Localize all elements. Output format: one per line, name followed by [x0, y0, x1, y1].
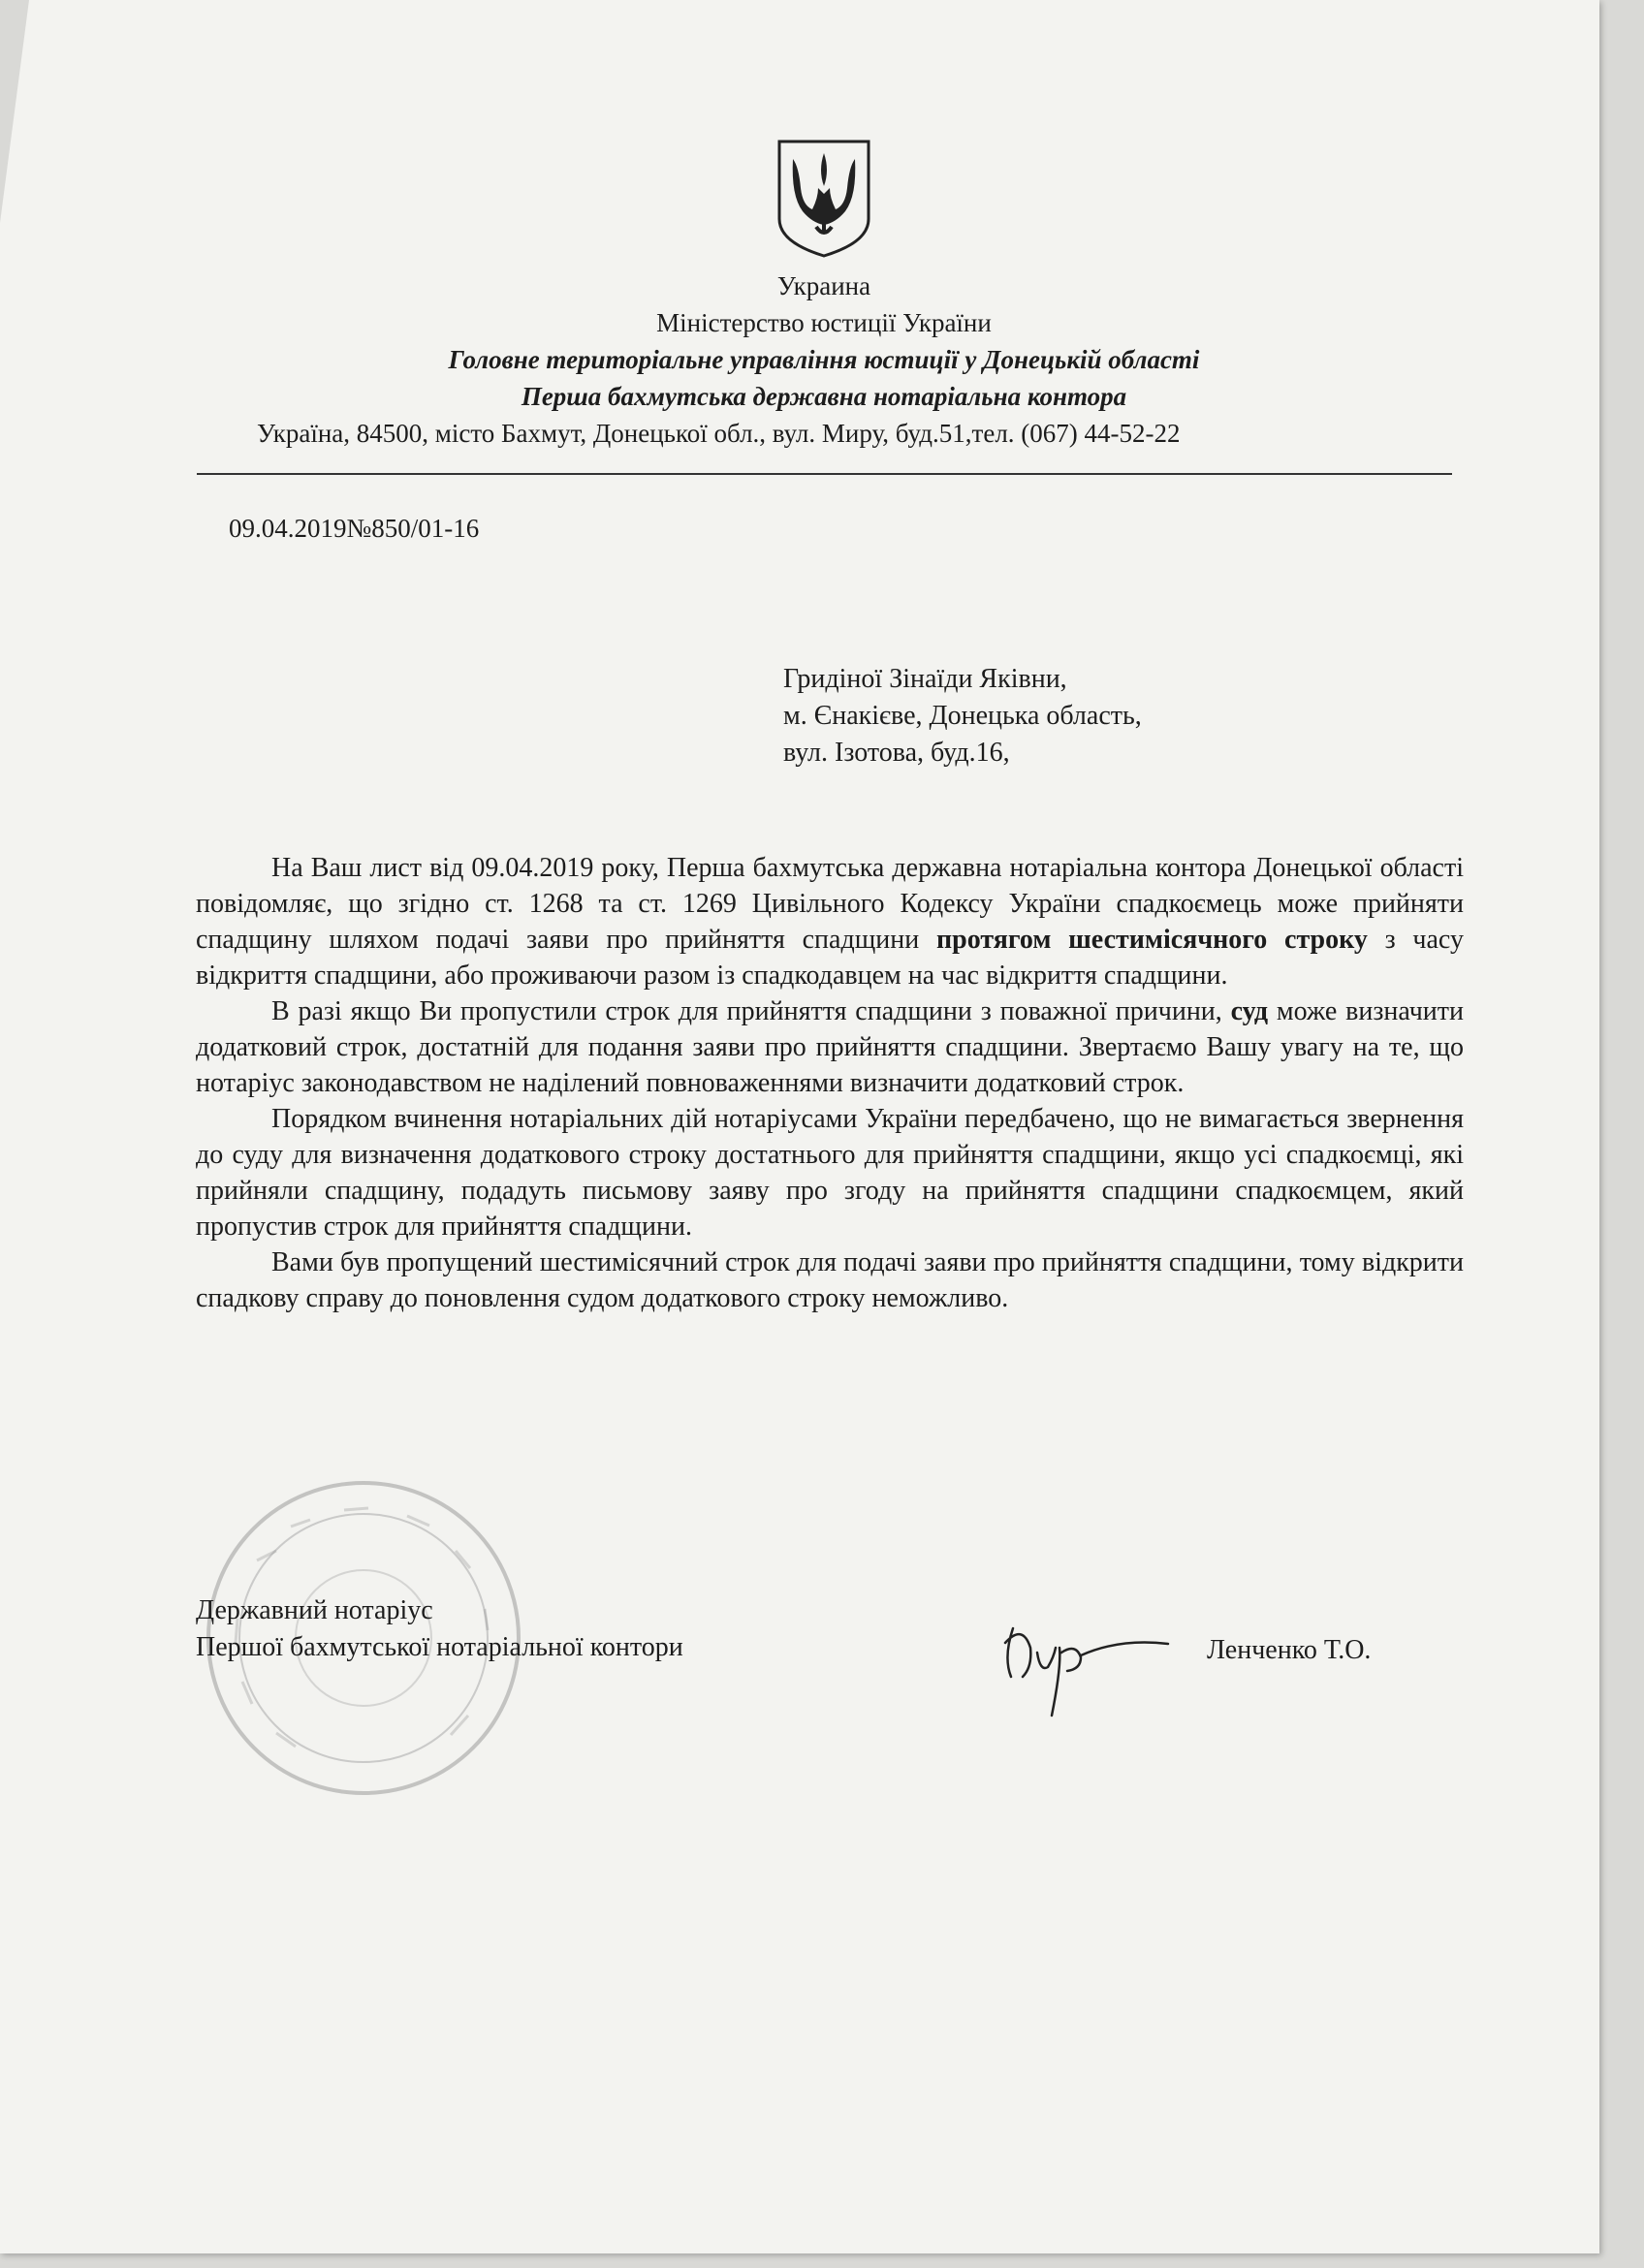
recipient-street: вул. Ізотова, буд.16, [783, 738, 1010, 768]
signer-office: Першої бахмутської нотаріальної контори [196, 1632, 683, 1662]
folded-corner [0, 0, 29, 223]
signature-block [196, 1592, 683, 1666]
recipient-city: м. Єнакієве, Донецька область, [783, 701, 1142, 731]
reference-number: 09.04.2019№850/01-16 [229, 514, 480, 543]
paragraph-2-start: В разі якщо Ви пропустили строк для прийняття спадщини з поважної причини, [271, 996, 1231, 1026]
handwritten-signature [984, 1609, 1178, 1725]
trident-emblem-icon [774, 138, 874, 260]
letter-body [196, 850, 1464, 1316]
paragraph-2-end: може визначити додатковий строк, достатній для подання заяви про прийняття спадщини. Звертаємо Вашу увагу на те, що нотаріус законодавством не наділений повноваженнями визначити додатковий строк. [196, 996, 1464, 1098]
country-name: Украина [776, 271, 871, 300]
header-divider [197, 473, 1452, 475]
recipient-name: Гридіної Зінаїди Яківни, [783, 664, 1067, 694]
ministry-name: Міністерство юстиції України [656, 308, 992, 337]
recipient-block [783, 661, 1142, 772]
paragraph-4: Вами був пропущений шестимісячний строк для подачі заяви про прийняття спадщини, тому відкрити спадкову справу до поновлення судом додаткового строку неможливо. [196, 1247, 1464, 1313]
paragraph-1-end: з часу відкриття спадщини, або проживаючи разом із спадкодавцем на час відкриття спадщини. [196, 925, 1464, 991]
department-name: Головне територіальне управління юстиції у Донецькій області [448, 345, 1200, 374]
letterhead [145, 138, 1502, 452]
signer-title: Державний нотаріус [196, 1595, 433, 1625]
paragraph-3: Порядком вчинення нотаріальних дій нотаріусами України передбачено, що не вимагається звернення до суду для визначення додаткового строку достатнього для прийняття спадщини, якщо усі спадкоємці, які прийняли спадщину, подадуть письмову заяву про згоду на прийняття спадщини спадкоємцем, який пропустив строк для прийняття спадщини. [196, 1104, 1464, 1242]
paragraph-1 [196, 850, 1464, 993]
paragraph-2-emphasis: суд [1230, 996, 1269, 1026]
signer-name: Ленченко Т.О. [1207, 1635, 1372, 1665]
office-address: Україна, 84500, місто Бахмут, Донецької обл., вул. Миру, буд.51,тел. (067) 44-52-22 [257, 419, 1181, 448]
paragraph-2 [196, 993, 1464, 1101]
office-name: Перша бахмутська державна нотаріальна контора [521, 382, 1127, 411]
paragraph-1-emphasis: протягом шестимісячного строку [935, 925, 1368, 955]
paragraph-1-start: На Ваш лист від 09.04.2019 року, Перша бахмутська державна нотаріальна контора Донецької області повідомляє, що згідно ст. 1268 та ст. 1269 Цивільного Кодексу України спадкоємець може прийняти спадщину шляхом подачі заяви про прийняття спадщини [196, 853, 1464, 955]
